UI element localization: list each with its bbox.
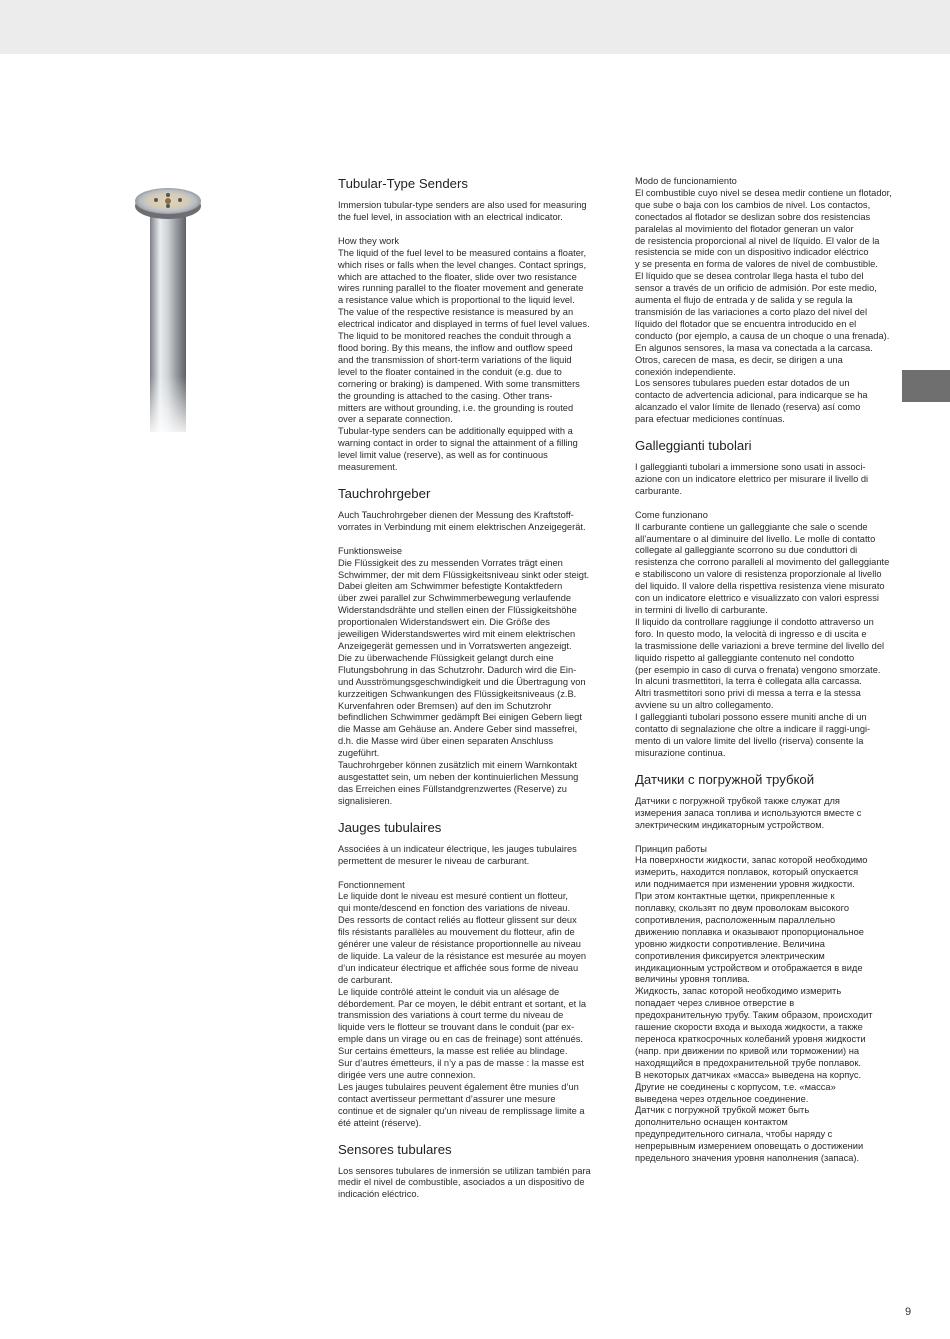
- subheading-de: Funktionsweise: [338, 545, 403, 556]
- body-de: Die Flüssigkeit des zu messenden Vorrates trägt einen Schwimmer, der mit dem Flüssigkeitsniveau sinkt oder steigt. Dabei gleiten am Schwimmer befestigte Kontaktfedern über zwei parallel zur Schwimmerbewegung verlaufende Widerstandsdrähte und stellen einen der Flüssigkeitshöhe proportionalen Widerstandswert ein. Die Größe des jeweiligen Widerstandswertes wird mit einem elektrischen Anzeigegerät gemessen und in Vorratswerten angezeigt. Die zu überwachende Flüssigkeit gelangt durch eine Flutungsbohrung in das Schutzrohr. Dadurch wird die Ein- und Ausströmungsgeschwindigkeit und die Übertragung von kurzzeitigen Schwankungen des Flüssigkeitsniveaus (z.B. Kurvenfahren oder Bremsen) auf den im Schutzrohr befindlichen Schwimmer gedämpft Bei einigen Gebern liegt die Masse am Gehäuse an. Andere Geber sind massefrei, d.h. die Masse wird über einen separaten Anschluss zugeführt. Tauchrohrgeber können zusätzlich mit einem Warnkontakt ausgestattet sein, um neben der kontinuierlichen Messung das Erreichen eines Füllstandgrenzwertes (Reserve) zu signalisieren.: [338, 557, 590, 806]
- body-en: The liquid of the fuel level to be measured contains a floater, which rises or falls when the level changes. Contact springs, which are attached to the floater, slide over two resistance wires running parallel to the floater movement and generate a resistance value which is proportional to the liquid level. The value of the respective resistance is measured by an electrical indicator and displayed in terms of fuel level values. The liquid to be monitored reaches the conduit through a flood boring. By this means, the inflow and outflow speed and the transmission of short-term variations of the liquid level to the floater contained in the conduit (e.g. due to cornering or braking) is dampened. With some transmitters the grounding is attached to the casing. Other trans- mitters are without grounding, i.e. the grounding is routed over a separate connection. Tubular-type senders can be additionally equipped with a warning contact in order to signal the attainment of a filling level limit value (reserve), as well as for continuous measurement.: [338, 247, 590, 473]
- section-it: [635, 438, 909, 760]
- column-right: [635, 176, 909, 1165]
- intro-it: I galleggianti tubolari a immersione sono usati in associ- azione con un indicatore elettrico per misurare il livello di carburante.: [635, 462, 869, 496]
- subheading-en: How they work: [338, 235, 399, 246]
- section-en: [338, 176, 610, 474]
- subheading-fr: Fonctionnement: [338, 879, 405, 890]
- section-title-it: Galleggianti tubolari: [635, 438, 752, 454]
- body-es: El combustible cuyo nivel se desea medir contiene un flotador, que sube o baja con los cambios de nivel. Los contactos, conectados al flotador se deslizan sobre dos resistencias paralelas al movimiento del flotador generan un valor de resistencia proporcional al nivel de líquido. El valor de la resistencia se mide con un dispositivo indicador eléctrico y se presenta en forma de valores de nivel de combustible. El líquido que se desea controlar llega hasta el tubo del sensor a través de un orificio de admisión. Por este medio, aumenta el flujo de entrada y de salida y se regula la transmisión de las variaciones a corto plazo del nivel del líquido del flotador que se encuentra introducido en el conducto (por ejemplo, a causa de un choque o una frenada). En algunos sensores, la masa va conectada a la carcasa. Otros, carecen de masa, es decir, se dirigen a una conexión independiente. Los sensores tubulares pueden estar dotados de un contacto de advertencia adicional, para indicarque se ha alcanzado el valor límite de llenado (reserva) así como para efectuar mediciones contínuas.: [635, 187, 892, 425]
- subheading-es: Modo de funcionamiento: [635, 176, 737, 186]
- section-ru: [635, 772, 909, 1165]
- section-tab-marker: [902, 370, 950, 402]
- section-title-en: Tubular-Type Senders: [338, 176, 468, 191]
- body-it: Il carburante contiene un galleggiante che sale o scende all’aumentare o al diminuire del livello. Le molle di contatto collegate al galleggiante scorrono su due conduttori di resistenza che corrono paralleli al movimento del galleggiante e stabiliscono un valore di resistenza proporzionale al livello del liquido. Il valore della rispettiva resistenza viene misurato con un indicatore elettrico e visualizzato con valori espressi in termini di livello di carburante. Il liquido da controllare raggiunge il condotto attraverso un foro. In questo modo, la velocità di ingresso e di uscita e la trasmissione delle variazioni a breve termine del livello del liquido rispetto al galleggiante contenuto nel condotto (per esempio in caso di curva o frenata) vengono smorzate. In alcuni trasmettitori, la terra è collegata alla carcassa. Altri trasmettitori sono privi di messa a terra e la stessa avviene su un altro collegamento. I galleggianti tubolari possono essere muniti anche di un contatto di segnalazione che oltre a indicare il raggi-ungi- mento di un valore limite del livello (riserva) consente la misurazione continua.: [635, 521, 890, 758]
- section-title-de: Tauchrohrgeber: [338, 485, 431, 501]
- body-fr: Le liquide dont le niveau est mesuré contient un flotteur, qui monte/descend en fonction des variations de niveau. Des ressorts de contact reliés au flotteur glissent sur deux fils résistants parallèles au mouvement du flotteur, afin de générer une valeur de résistance proportionnelle au niveau de liquide. La valeur de la résistance est mesurée au moyen d’un indicateur électrique et affichée sous forme de niveau de carburant. Le liquide contrôlé atteint le conduit via un alésage de débordement. Par ce moyen, le débit entrant et sortant, et la transmission des variations à court terme du niveau de liquide vers le flotteur se trouvant dans le conduit (par ex- emple dans un virage ou en cas de freinage) sont atténués. Sur certains émetteurs, la masse est reliée au blindage. Sur d’autres émetteurs, il n’y a pas de masse : la masse est dirigée vers une autre connexion. Les jauges tubulaires peuvent également être munies d’un contact avertisseur permettant d’assurer une mesure continue et de signaler qu’un niveau de remplissage limite a été atteint (réserve).: [338, 891, 587, 1128]
- body-ru: На поверхности жидкости, запас которой необходимо измерить, находится поплавок, который опускается или поднимается при изменении уровня жидкости. При этом контактные щетки, прикрепленные к поплавку, скользят по двум проволокам высокого сопротивления, расположенным параллельно движению поплавка и оказывают пропорциональное уровню жидкости сопротивление. Величина сопротивления фиксируется электрическим индикационным устройством и отображается в виде величины уровня топлива. Жидкость, запас которой необходимо измерить попадает через сливное отверстие в предохранительную трубу. Таким образом, происходит гашение скорости входа и выхода жидкости, а также переноса краткосрочных колебаний уровня жидкости (напр. при движении по кривой или торможении) на находящийся в предохранительной трубе поплавок. В некоторых датчиках «масса» выведена на корпус. Другие не соединены с корпусом, т.е. «масса» выведена через отдельное соединение. Датчик с погружной трубкой может быть дополнительно оснащен контактом предупредительного сигнала, чтобы наряду с непрерывным измерением оповещать о достижении предельного значения уровня наполнения (запаса).: [635, 855, 873, 1164]
- subheading-it: Come funzionano: [635, 509, 708, 520]
- page-number: 9: [905, 1306, 912, 1318]
- intro-en: Immersion tubular-type senders are also used for measuring the fuel level, in association with an electrical indicator.: [338, 200, 587, 222]
- section-fr: [338, 820, 610, 1130]
- section-title-es: Sensores tubulares: [338, 1141, 452, 1157]
- intro-fr: Associées à un indicateur électrique, les jauges tubulaires permettent de mesurer le niveau de carburant.: [338, 843, 577, 866]
- intro-ru: Датчики с погружной трубкой также служат для измерения запаса топлива и используются вместе с электрическим индикаторным устройством.: [635, 795, 862, 830]
- section-de: [338, 486, 610, 808]
- section-title-fr: Jauges tubulaires: [338, 819, 442, 835]
- section-es-start: [338, 1142, 610, 1202]
- intro-de: Auch Tauchrohrgeber dienen der Messung des Kraftstoff- vorrates in Verbindung mit einem elektrischen Anzeigegerät.: [338, 509, 586, 532]
- subheading-ru: Принцип работы: [635, 843, 707, 854]
- header-band: [0, 0, 950, 54]
- intro-es: Los sensores tubulares de inmersión se utilizan también para medir el nivel de combustible, asociados a un dispositivo de indicación eléctrico.: [338, 1165, 591, 1200]
- section-es-continued: [635, 176, 909, 426]
- column-middle: [338, 176, 610, 1201]
- tubular-sender-icon: [128, 176, 224, 440]
- section-title-ru: Датчики с погружной трубкой: [635, 771, 815, 787]
